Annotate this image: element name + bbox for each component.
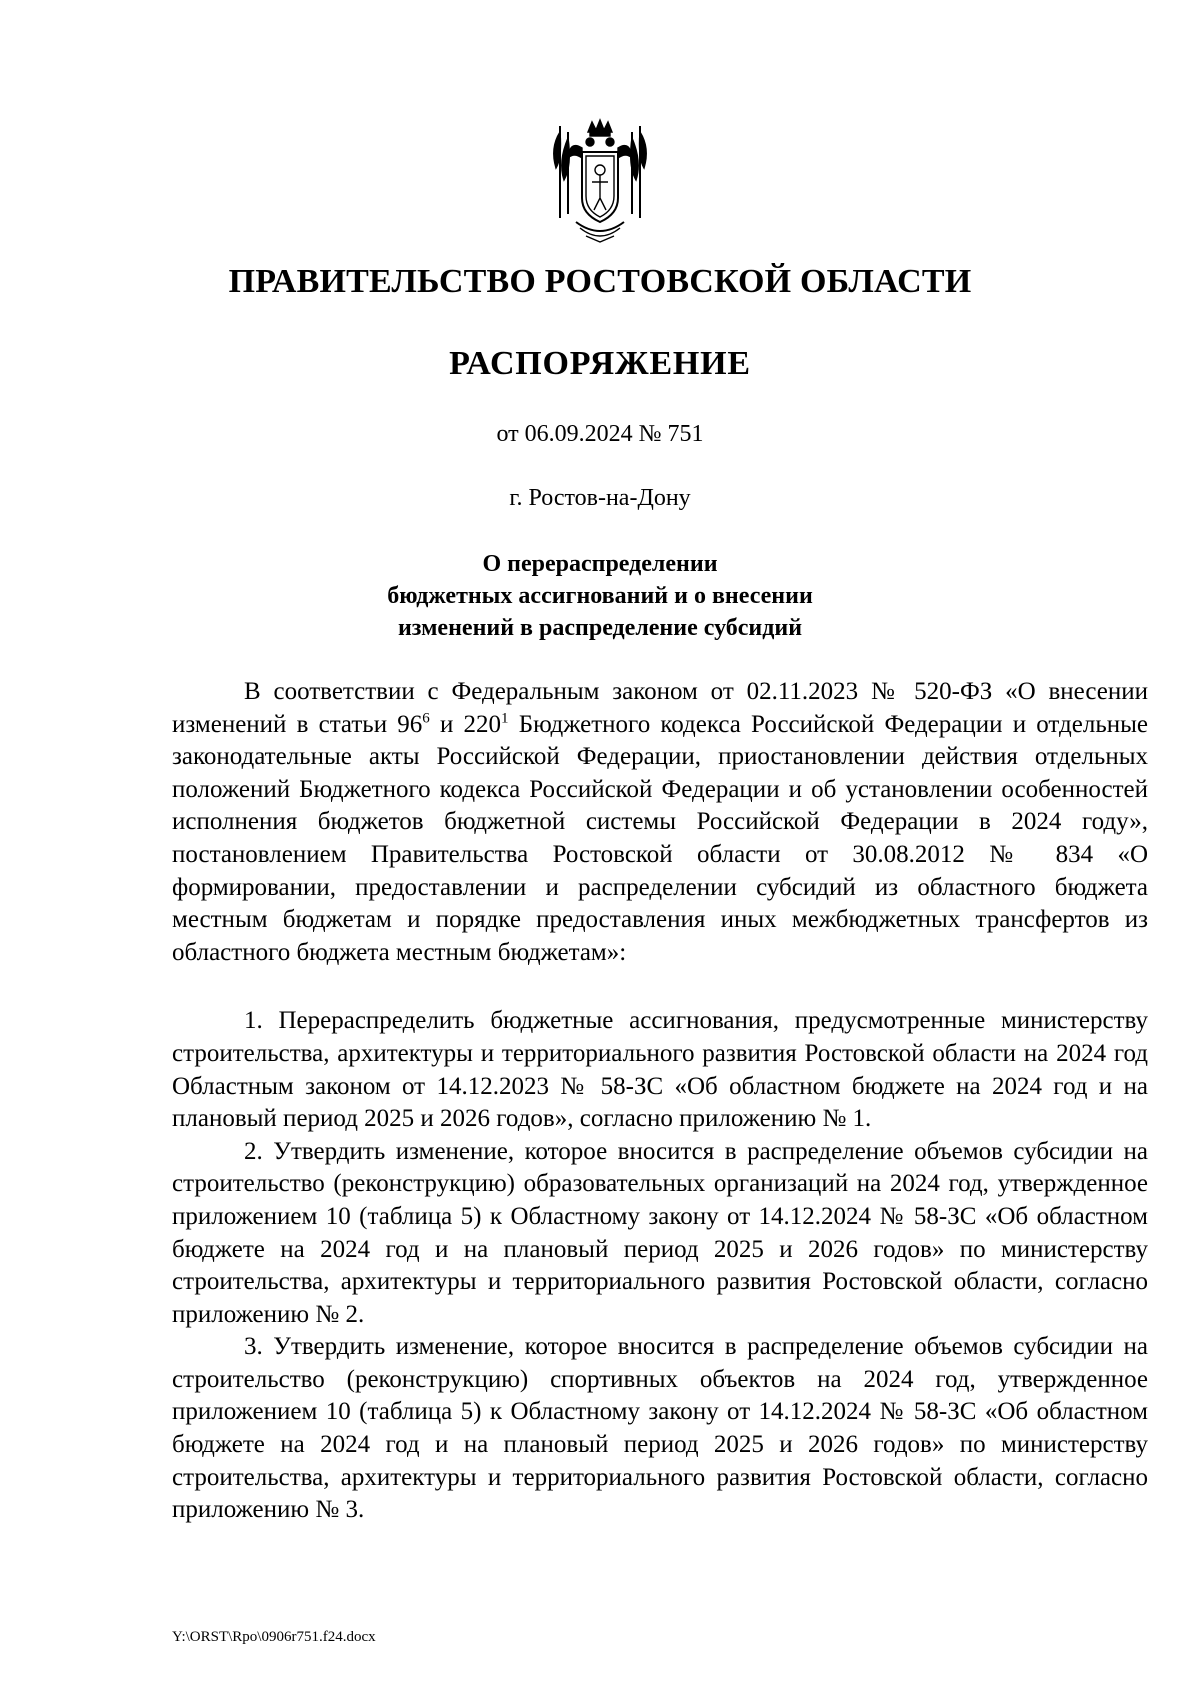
preamble-text: В соответствии с Федеральным законом от 02.11.2023 № 520-ФЗ «О внесении изменений в статьи 96 [172, 678, 1148, 738]
item-paragraph: 3. Утвердить изменение, которое вносится в распределение объемов субсидии на строительство (реконструкцию) спортивных объектов на 2024 год, утвержденное приложением 10 (таблица 5) к Областному закону от 14.12.2024 № 58-ЗС «Об областном бюджете на 2024 год и на плановый период 2025 и 2026 годов» по министерству строительства, архитектуры и территориального развития Ростовской области, согласно приложению № 3. [172, 1333, 1148, 1524]
subject-line: изменений в распределение субсидий [397, 615, 803, 641]
superscript: 1 [501, 710, 509, 727]
document-subject [0, 548, 1200, 644]
document-body [172, 676, 1148, 1527]
preamble-text: и 220 [429, 710, 502, 738]
document-city: г. Ростов-на-Дону [509, 485, 691, 511]
government-title: ПРАВИТЕЛЬСТВО РОСТОВСКОЙ ОБЛАСТИ [228, 263, 972, 300]
subject-line: бюджетных ассигнований и о внесении [387, 583, 813, 609]
footer-file-path: Y:\ORST\Rpo\0906r751.f24.docx [172, 1629, 376, 1645]
preamble-text: Бюджетного кодекса Российской Федерации и отдельные законодательные акты Российской Федерации, приостановлении действия отдельных положений Бюджетного кодекса Российской Федерации и об установлении особенностей исполнения бюджетов бюджетной системы Российской Федерации в 2024 году», постановлением Правительства Ростовской области от 30.08.2012 № 834 «О формировании, предоставлении и распределении субсидий из областного бюджета местным бюджетам и порядке предоставления иных межбюджетных трансфертов из областного бюджета местным бюджетам»: [172, 710, 1148, 966]
item-paragraph: 1. Перераспределить бюджетные ассигнования, предусмотренные министерству строительства, архитектуры и территориального развития Ростовской области на 2024 год Областным законом от 14.12.2023 № 58-ЗС «Об областном бюджете на 2024 год и на плановый период 2025 и 2026 годов», согласно приложению № 1. [172, 1007, 1148, 1133]
document-date-number: от 06.09.2024 № 751 [496, 421, 704, 447]
superscript: 6 [422, 710, 430, 727]
coat-of-arms-icon [546, 118, 654, 246]
item-paragraph: 2. Утвердить изменение, которое вносится в распределение объемов субсидии на строительство (реконструкцию) образовательных организаций на 2024 год, утвержденное приложением 10 (таблица 5) к Областному закону от 14.12.2024 № 58-ЗС «Об областном бюджете на 2024 год и на плановый период 2025 и 2026 годов» по министерству строительства, архитектуры и территориального развития Ростовской области, согласно приложению № 2. [172, 1137, 1148, 1328]
preamble-paragraph [172, 676, 1148, 969]
document-type: РАСПОРЯЖЕНИЕ [449, 345, 751, 382]
subject-line: О перераспределении [482, 551, 718, 577]
